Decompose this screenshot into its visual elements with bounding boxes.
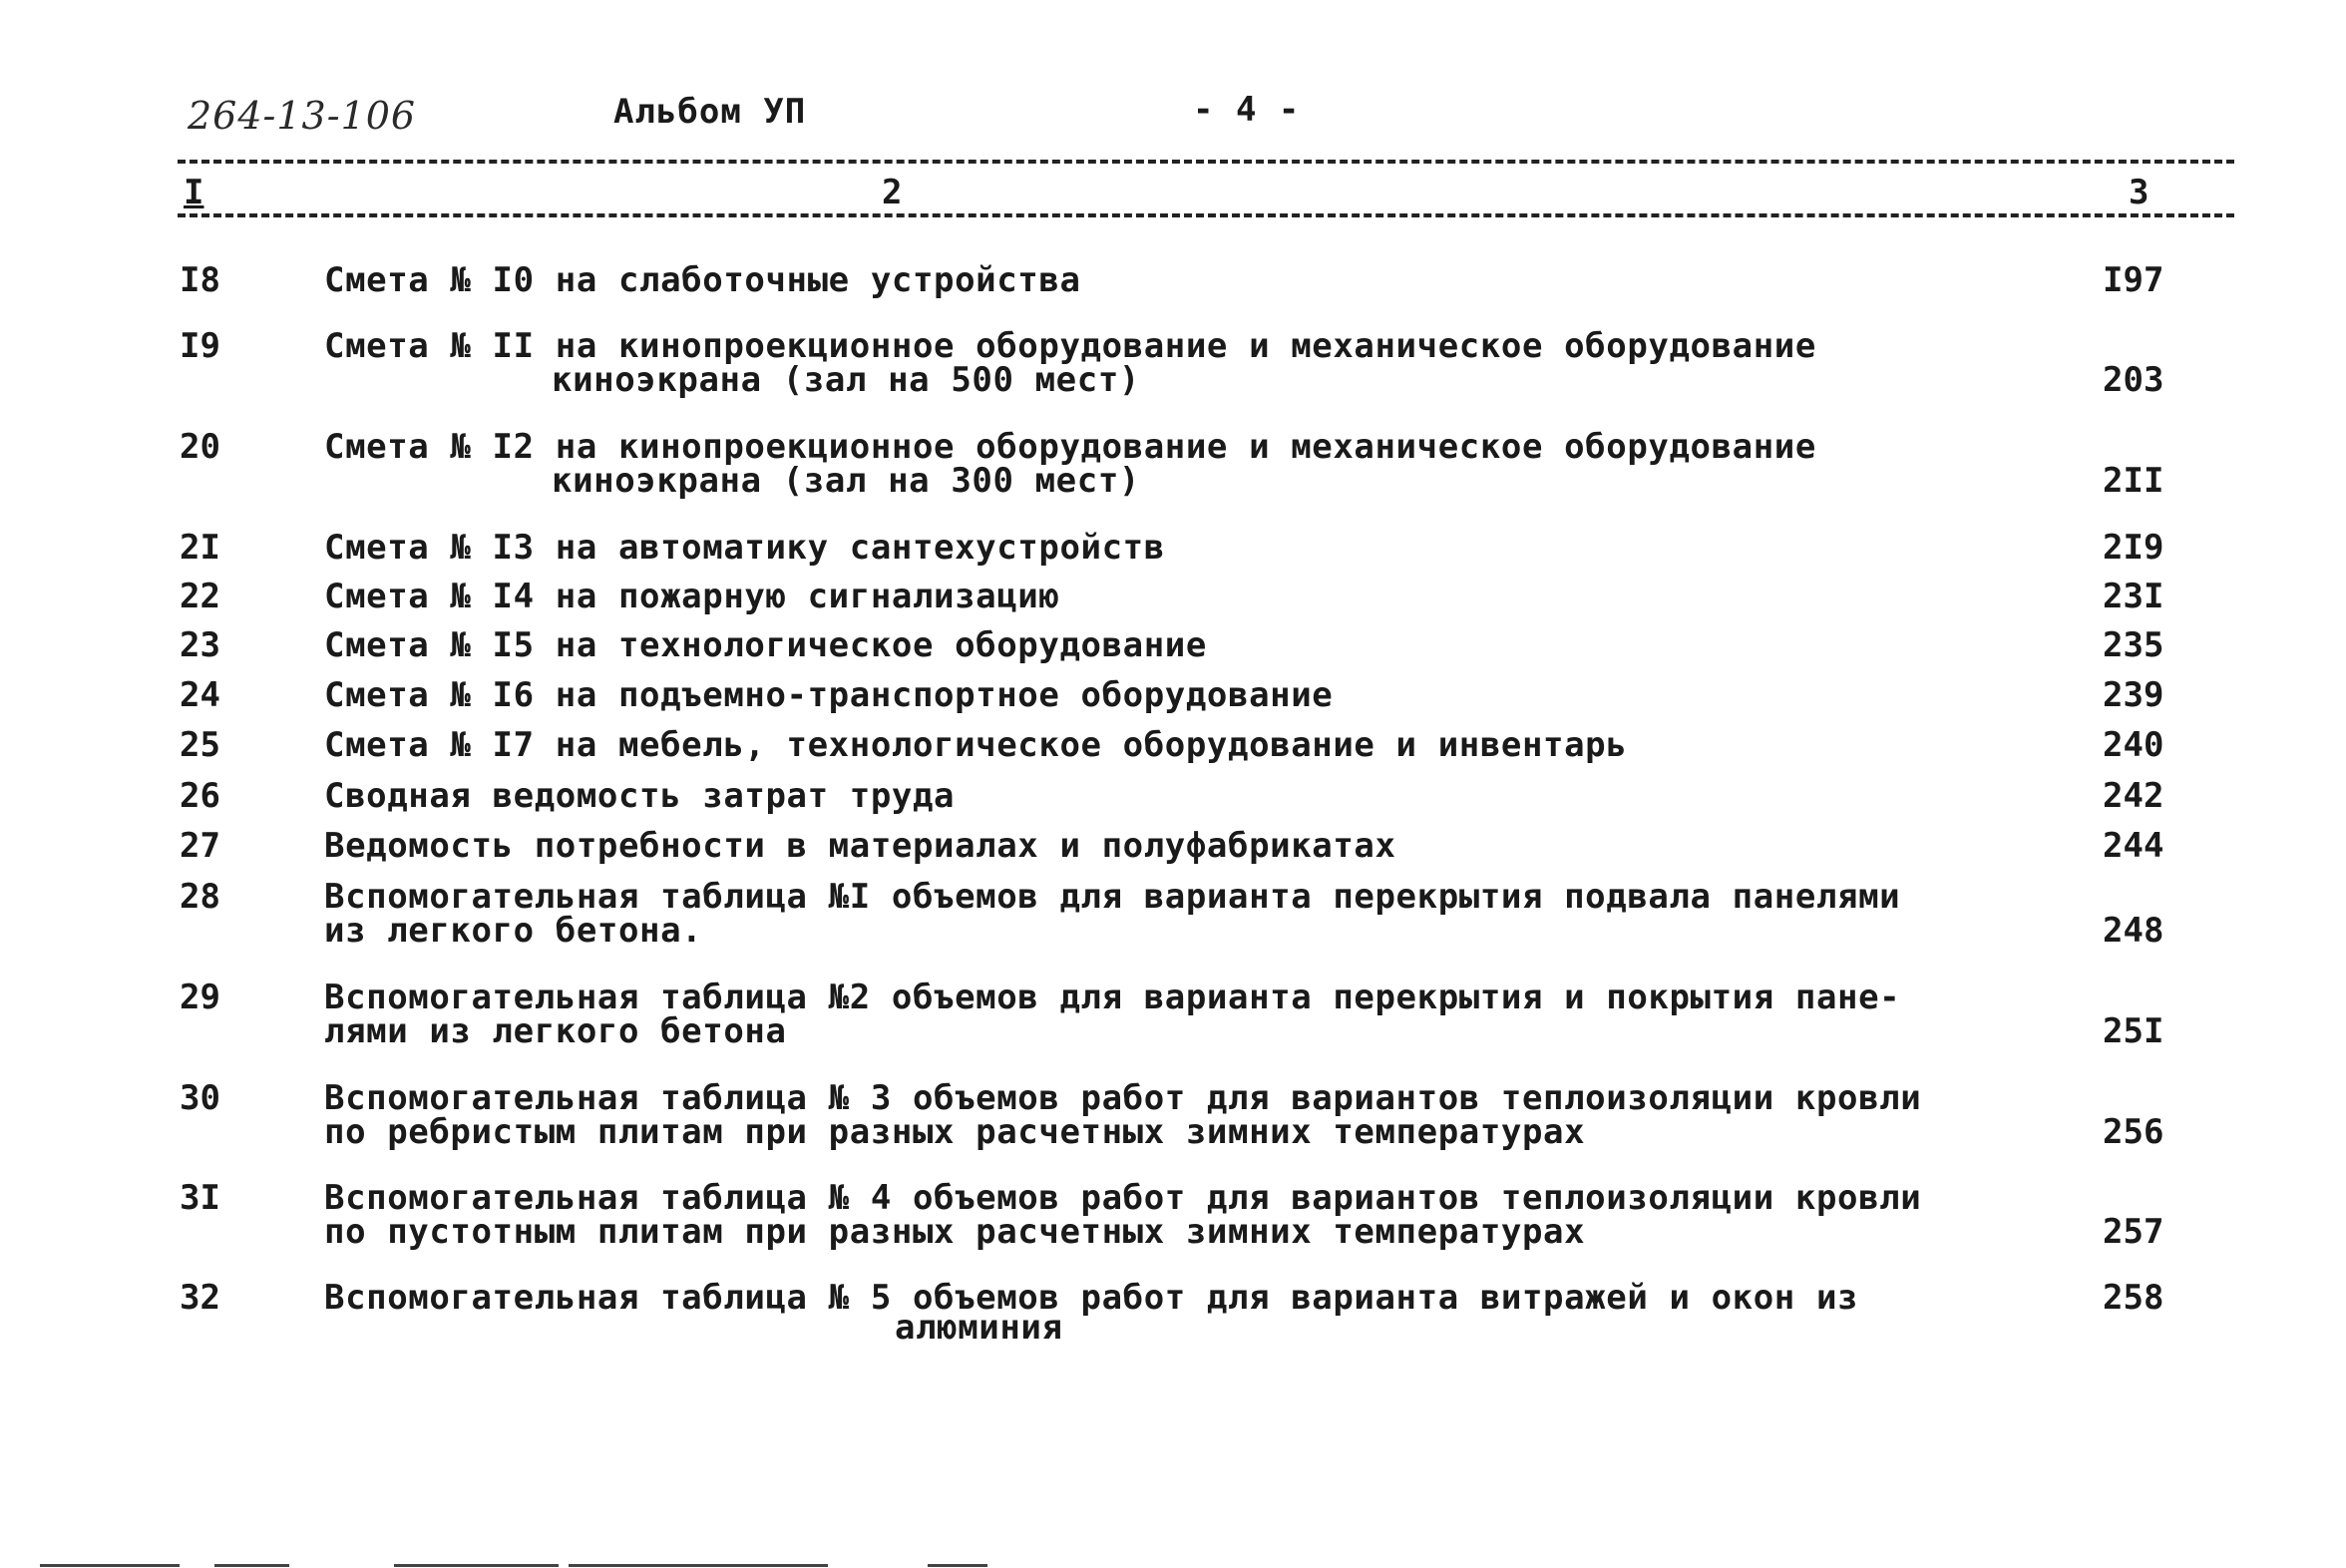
row-title: Вспомогательная таблица № 5 объемов работ для варианта витражей и окон из	[324, 1278, 1859, 1318]
row-number: 23	[180, 625, 220, 665]
row-title: Вспомогательная таблица №I объемов для варианта перекрытия подвала панелями	[324, 877, 1901, 917]
row-number: 22	[180, 577, 220, 616]
row-page: 256	[2103, 1112, 2164, 1152]
row-page: 244	[2103, 826, 2164, 866]
bottom-border-fragment	[928, 1564, 987, 1567]
row-number: 29	[180, 978, 220, 1017]
page-number: - 4 -	[1193, 90, 1301, 130]
row-title-continued: из легкого бетона.	[324, 911, 703, 951]
row-number: 24	[180, 675, 220, 715]
row-number: 3I	[180, 1178, 220, 1218]
row-number: 32	[180, 1278, 220, 1318]
row-number: 28	[180, 877, 220, 917]
row-page: 23I	[2103, 577, 2164, 616]
row-title: Вспомогательная таблица № 3 объемов работ для вариантов теплоизоляции кровли	[324, 1078, 1922, 1118]
row-number: 20	[180, 427, 220, 467]
row-page: 239	[2103, 675, 2164, 715]
row-title: Сводная ведомость затрат труда	[324, 776, 956, 816]
row-page: I97	[2103, 260, 2164, 300]
row-number: I9	[180, 326, 220, 366]
row-title: Смета № I5 на технологическое оборудование	[324, 625, 1207, 665]
row-page: 248	[2103, 911, 2164, 951]
row-number: 25	[180, 725, 220, 765]
row-number: 26	[180, 776, 220, 816]
bottom-border-fragment	[40, 1564, 180, 1567]
row-page: 242	[2103, 776, 2164, 816]
album-title: Альбом УП	[613, 92, 807, 132]
row-title-continued: лями из легкого бетона	[324, 1011, 787, 1051]
row-title: Смета № I7 на мебель, технологическое оборудование и инвентарь	[324, 725, 1628, 765]
row-page: 2I9	[2103, 528, 2164, 568]
row-title: Ведомость потребности в материалах и полуфабрикатах	[324, 826, 1396, 866]
row-page: 257	[2103, 1212, 2164, 1252]
row-page: 2II	[2103, 461, 2164, 501]
row-title: Вспомогательная таблица № 4 объемов работ для вариантов теплоизоляции кровли	[324, 1178, 1922, 1218]
row-page: 240	[2103, 725, 2164, 765]
row-title: Смета № I3 на автоматику сантехустройств	[324, 528, 1165, 568]
row-number: 30	[180, 1078, 220, 1118]
row-page: 25I	[2103, 1011, 2164, 1051]
row-title-continued: по ребристым плитам при разных расчетных зимних температурах	[324, 1112, 1586, 1152]
row-title: Смета № I6 на подъемно-транспортное оборудование	[324, 675, 1334, 715]
header-rule-bottom	[178, 213, 2234, 217]
header-rule-top	[178, 160, 2234, 164]
row-page: 203	[2103, 360, 2164, 400]
column-number-3: 3	[2125, 176, 2152, 209]
row-page: 258	[2103, 1278, 2164, 1318]
row-title: Смета № I2 на кинопроекционное оборудование и механическое оборудование	[324, 427, 1816, 467]
row-title: Смета № I4 на пожарную сигнализацию	[324, 577, 1060, 616]
bottom-border-fragment	[569, 1564, 828, 1567]
row-title-continued: по пустотным плитам при разных расчетных зимних температурах	[324, 1212, 1586, 1252]
row-page: 235	[2103, 625, 2164, 665]
document-code: 264-13-106	[188, 94, 417, 138]
column-number-1: I	[180, 176, 207, 209]
bottom-border-fragment	[394, 1564, 559, 1567]
row-title-continued: алюминия	[895, 1308, 1063, 1348]
bottom-border-fragment	[214, 1564, 289, 1567]
row-title: Смета № II на кинопроекционное оборудование и механическое оборудование	[324, 326, 1816, 366]
row-number: 27	[180, 826, 220, 866]
row-number: 2I	[180, 528, 220, 568]
row-number: I8	[180, 260, 220, 300]
row-title-continued: киноэкрана (зал на 300 мест)	[552, 461, 1140, 501]
row-title-continued: киноэкрана (зал на 500 мест)	[552, 360, 1140, 400]
column-number-2: 2	[878, 176, 906, 209]
row-title: Смета № I0 на слаботочные устройства	[324, 260, 1081, 300]
row-title: Вспомогательная таблица №2 объемов для варианта перекрытия и покрытия пане-	[324, 978, 1901, 1017]
